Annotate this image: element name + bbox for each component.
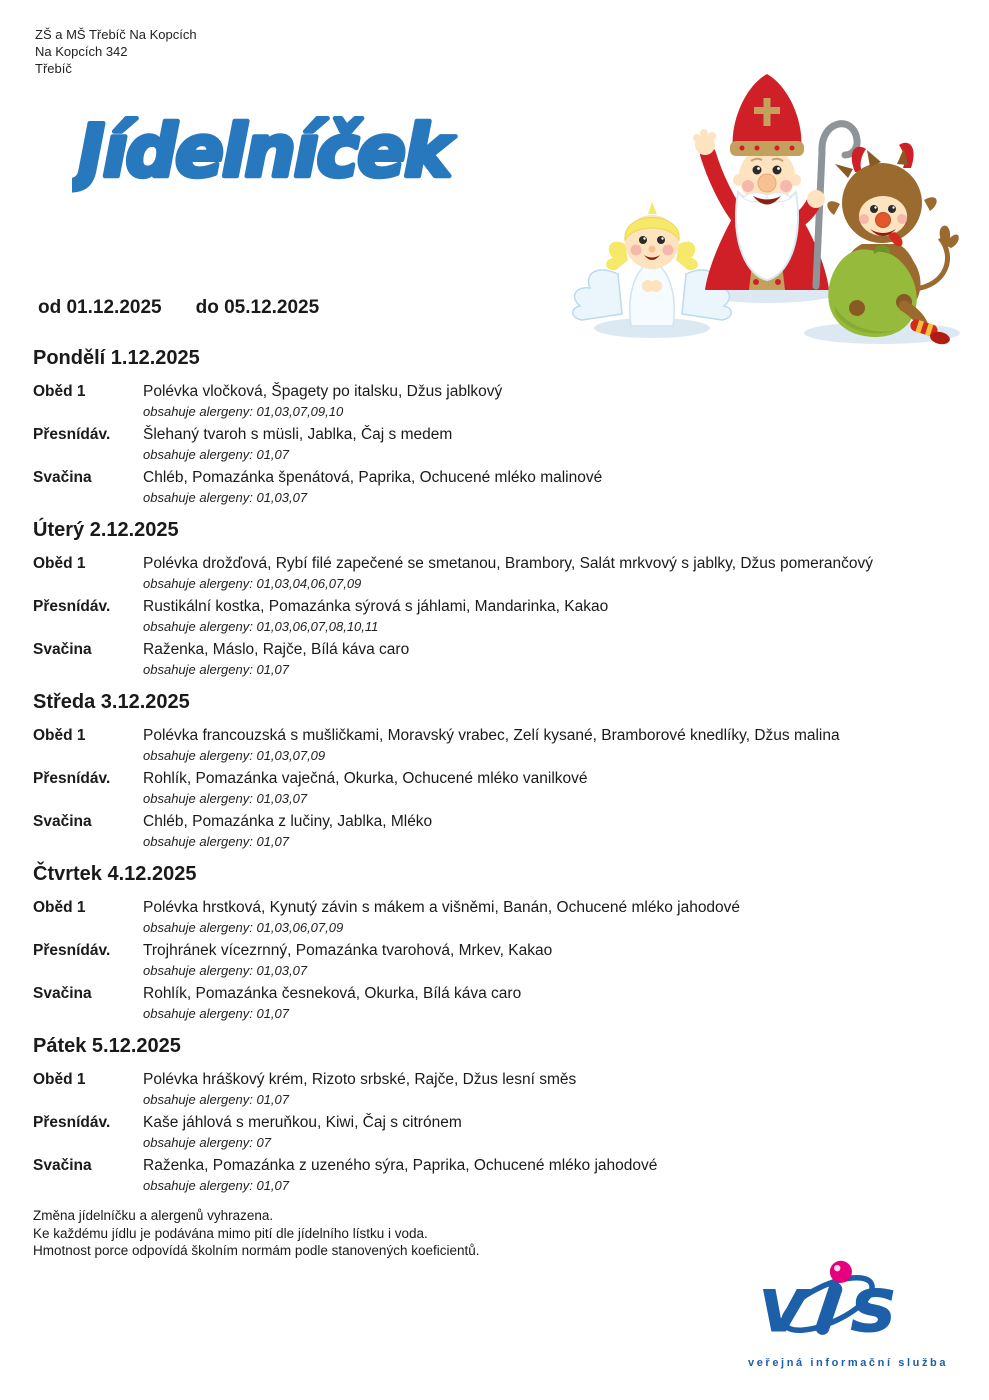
- meal-items: Polévka francouzská s mušličkami, Moravský vrabec, Zelí kysané, Bramborové knedlíky, Džus malina: [143, 727, 840, 744]
- meal-items: Rohlík, Pomazánka česneková, Okurka, Bílá káva caro: [143, 985, 522, 1002]
- meal-allergens: obsahuje alergeny: 01,03,07: [143, 490, 308, 505]
- date-to: do 05.12.2025: [195, 297, 320, 318]
- day-title: Pátek 5.12.2025: [33, 1035, 181, 1057]
- page-title: [72, 78, 512, 213]
- day-section-thursday: [33, 863, 951, 1026]
- meal-row: [33, 768, 951, 811]
- meal-label: Oběd 1: [33, 383, 86, 400]
- meal-allergens: obsahuje alergeny: 01,07: [143, 1178, 290, 1193]
- vis-letter-s: s: [850, 1260, 897, 1350]
- meal-label: Oběd 1: [33, 899, 86, 916]
- meal-row: [33, 983, 951, 1026]
- meal-items: Polévka hrstková, Kynutý závin s mákem a višněmi, Banán, Ochucené mléko jahodové: [143, 899, 741, 916]
- vis-letter-v: v: [758, 1260, 809, 1350]
- meal-label: Přesnídáv.: [33, 426, 111, 443]
- meal-label: Svačina: [33, 813, 92, 830]
- meal-row: [33, 639, 951, 682]
- meal-items: Rohlík, Pomazánka vaječná, Okurka, Ochucené mléko vanilkové: [143, 770, 588, 787]
- meal-label: Oběd 1: [33, 555, 86, 572]
- meal-row: [33, 1069, 951, 1112]
- meal-label: Přesnídáv.: [33, 770, 111, 787]
- meal-row: [33, 725, 951, 768]
- page-title-svg: [72, 78, 512, 213]
- meal-row: [33, 940, 951, 983]
- day-title: Pondělí 1.12.2025: [33, 347, 200, 369]
- meal-allergens: obsahuje alergeny: 01,03,06,07,08,10,11: [143, 619, 379, 634]
- note-line: Změna jídelníčku a alergenů vyhrazena.: [33, 1208, 274, 1223]
- meal-label: Svačina: [33, 985, 92, 1002]
- meal-allergens: obsahuje alergeny: 01,07: [143, 662, 290, 677]
- meal-allergens: obsahuje alergeny: 01,07: [143, 1092, 290, 1107]
- meal-row: [33, 811, 951, 854]
- meal-label: Oběd 1: [33, 727, 86, 744]
- meal-row: [33, 553, 951, 596]
- vis-logo-subtitle: veřejná informační služba: [748, 1357, 949, 1369]
- meal-allergens: obsahuje alergeny: 07: [143, 1135, 271, 1150]
- meal-label: Přesnídáv.: [33, 1114, 111, 1131]
- day-section-friday: [33, 1035, 951, 1198]
- vis-logo-mark: [748, 1258, 908, 1350]
- org-line-city: Třebíč: [35, 61, 72, 76]
- meal-items: Raženka, Pomazánka z uzeného sýra, Paprika, Ochucené mléko jahodové: [143, 1157, 658, 1174]
- date-from: od 01.12.2025: [38, 297, 162, 318]
- day-section-tuesday: [33, 519, 951, 682]
- st-nicholas-figure: [693, 74, 857, 290]
- meal-allergens: obsahuje alergeny: 01,03,07,09,10: [143, 404, 344, 419]
- page-title-text: Jídelníček: [78, 109, 450, 193]
- meal-items: Polévka vločková, Špagety po italsku, Džus jablkový: [143, 383, 503, 400]
- meal-row: [33, 424, 951, 467]
- date-range: [33, 297, 951, 319]
- meal-items: Kaše jáhlová s meruňkou, Kiwi, Čaj s citrónem: [143, 1114, 462, 1131]
- meal-allergens: obsahuje alergeny: 01,07: [143, 447, 290, 462]
- footer-notes: [33, 1207, 951, 1260]
- meal-items: Trojhránek vícezrnný, Pomazánka tvarohová, Mrkev, Kakao: [143, 942, 553, 959]
- meal-items: Polévka hráškový krém, Rizoto srbské, Rajče, Džus lesní směs: [143, 1071, 577, 1088]
- vis-logo: [748, 1258, 949, 1369]
- meal-items: Šlehaný tvaroh s müsli, Jablka, Čaj s medem: [143, 426, 453, 443]
- day-title: Úterý 2.12.2025: [33, 519, 179, 541]
- meal-allergens: obsahuje alergeny: 01,03,07: [143, 791, 308, 806]
- note-line: Ke každému jídlu je podávána mimo pití dle jídelního lístku i voda.: [33, 1225, 428, 1241]
- meal-allergens: obsahuje alergeny: 01,07: [143, 1006, 290, 1021]
- org-line-street: Na Kopcích 342: [35, 44, 128, 59]
- note-line: Hmotnost porce odpovídá školním normám podle stanovených koeficientů.: [33, 1243, 480, 1258]
- meal-items: Raženka, Máslo, Rajče, Bílá káva caro: [143, 641, 410, 658]
- meal-label: Svačina: [33, 641, 92, 658]
- meal-allergens: obsahuje alergeny: 01,03,07: [143, 963, 308, 978]
- org-line-name: ZŠ a MŠ Třebíč Na Kopcích: [35, 27, 197, 42]
- vis-letter-i-dot: [830, 1261, 852, 1283]
- meal-row: [33, 1112, 951, 1155]
- meal-label: Svačina: [33, 1157, 92, 1174]
- day-title: Středa 3.12.2025: [33, 691, 190, 713]
- meal-row: [33, 596, 951, 639]
- meal-allergens: obsahuje alergeny: 01,07: [143, 834, 290, 849]
- meal-label: Svačina: [33, 469, 92, 486]
- meal-allergens: obsahuje alergeny: 01,03,06,07,09: [143, 920, 344, 935]
- meal-allergens: obsahuje alergeny: 01,03,04,06,07,09: [143, 576, 362, 591]
- meal-items: Rustikální kostka, Pomazánka sýrová s jáhlami, Mandarinka, Kakao: [143, 598, 609, 615]
- meal-allergens: obsahuje alergeny: 01,03,07,09: [143, 748, 326, 763]
- meal-items: Polévka drožďová, Rybí filé zapečené se smetanou, Brambory, Salát mrkvový s jablky, Džus pomerančový: [143, 555, 874, 572]
- meal-items: Chléb, Pomazánka z lučiny, Jablka, Mléko: [143, 813, 433, 830]
- meal-label: Oběd 1: [33, 1071, 86, 1088]
- meal-label: Přesnídáv.: [33, 942, 111, 959]
- meal-row: [33, 381, 951, 424]
- meal-row: [33, 467, 951, 510]
- meal-label: Přesnídáv.: [33, 598, 111, 615]
- org-info: [35, 26, 197, 77]
- menu-body: [33, 297, 951, 1260]
- meal-row: [33, 1155, 951, 1198]
- meal-items: Chléb, Pomazánka špenátová, Paprika, Ochucené mléko malinové: [143, 469, 603, 486]
- meal-row: [33, 897, 951, 940]
- day-section-monday: [33, 347, 951, 510]
- day-section-wednesday: [33, 691, 951, 854]
- day-title: Čtvrtek 4.12.2025: [33, 863, 197, 885]
